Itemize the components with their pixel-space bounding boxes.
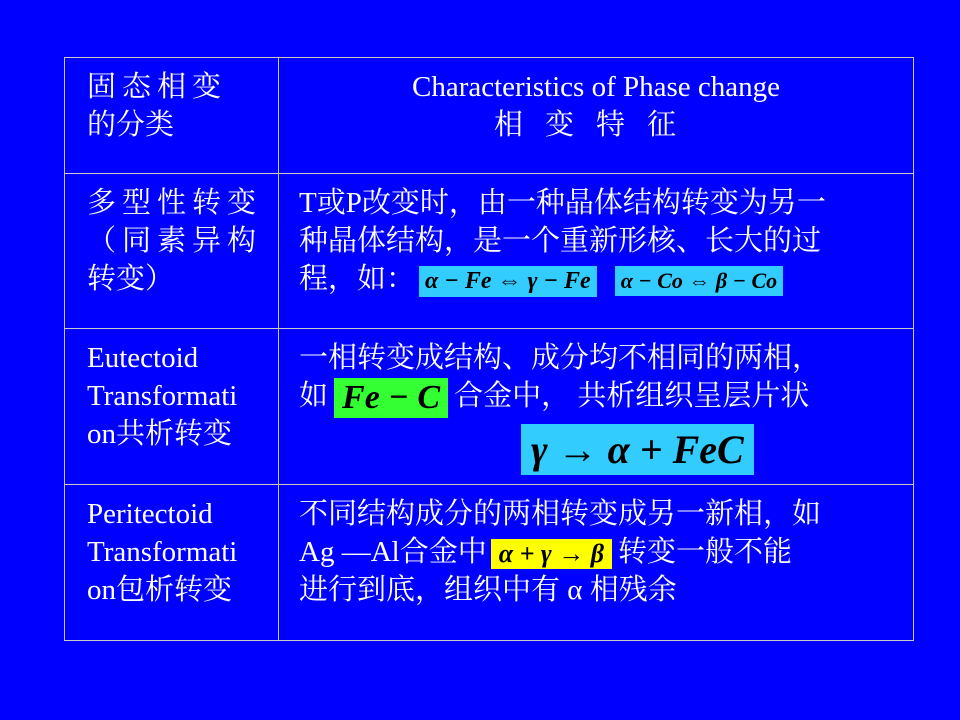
description-text: 转变一般不能 bbox=[618, 536, 793, 568]
fe-c-alloy-label: Fe − C bbox=[334, 378, 448, 418]
description-line: 进行到底，组织中有 α 相残余 bbox=[299, 574, 677, 606]
description-line bbox=[299, 377, 913, 418]
category-line: 转变） bbox=[87, 263, 175, 295]
category-line: （同素异构 bbox=[87, 225, 263, 257]
phase-change-table bbox=[64, 57, 914, 641]
category-line: Transformati bbox=[87, 536, 238, 568]
reaction-line bbox=[299, 418, 913, 475]
cobalt-transition-equation: α − Co ⇔ β − Co bbox=[615, 266, 783, 296]
description-cell-polymorphic bbox=[279, 174, 914, 329]
table-row-eutectoid bbox=[65, 329, 914, 485]
category-line: Eutectoid bbox=[87, 342, 199, 374]
table-row-peritectoid bbox=[65, 485, 914, 641]
iron-transition-equation: α − Fe ⇔ γ − Fe bbox=[419, 266, 597, 297]
category-line: Transformati bbox=[87, 380, 238, 412]
header-row bbox=[65, 58, 914, 174]
description-text: 程，如： bbox=[299, 263, 416, 295]
category-line: 多型性转变 bbox=[87, 187, 263, 219]
category-line: Peritectoid bbox=[87, 498, 213, 530]
description-line: 一相转变成结构、成分均不相同的两相， bbox=[299, 342, 822, 374]
table-row-polymorphic bbox=[65, 174, 914, 329]
description-line bbox=[299, 533, 913, 571]
category-line: on共析转变 bbox=[87, 418, 233, 450]
category-line: on包析转变 bbox=[87, 574, 233, 606]
header-characteristics-cell bbox=[279, 58, 914, 174]
peritectoid-reaction-equation: α + γ → β bbox=[491, 539, 612, 569]
category-cell-eutectoid bbox=[65, 329, 279, 485]
description-text: 合金中， 共析组织呈层片状 bbox=[454, 380, 810, 412]
eutectoid-reaction-equation: γ → α + FeC bbox=[521, 424, 754, 475]
header-characteristics-line2: 相变特征 bbox=[493, 109, 698, 141]
description-cell-eutectoid bbox=[279, 329, 914, 485]
category-cell-polymorphic bbox=[65, 174, 279, 329]
description-cell-peritectoid bbox=[279, 485, 914, 641]
description-line: T或P改变时，由一种晶体结构转变为另一 bbox=[299, 187, 826, 219]
description-text: Ag —Al合金中 bbox=[299, 536, 487, 568]
description-line: 不同结构成分的两相转变成另一新相，如 bbox=[299, 498, 822, 530]
category-cell-peritectoid bbox=[65, 485, 279, 641]
header-characteristics-line1: Characteristics of Phase change bbox=[412, 71, 780, 103]
header-category-line2: 的分类 bbox=[87, 109, 175, 141]
description-text: 如 bbox=[299, 380, 329, 412]
description-line: 种晶体结构，是一个重新形核、长大的过 bbox=[299, 225, 822, 257]
description-line bbox=[299, 260, 913, 298]
header-category-cell bbox=[65, 58, 279, 174]
header-category-line1: 固态相变 bbox=[87, 71, 228, 103]
